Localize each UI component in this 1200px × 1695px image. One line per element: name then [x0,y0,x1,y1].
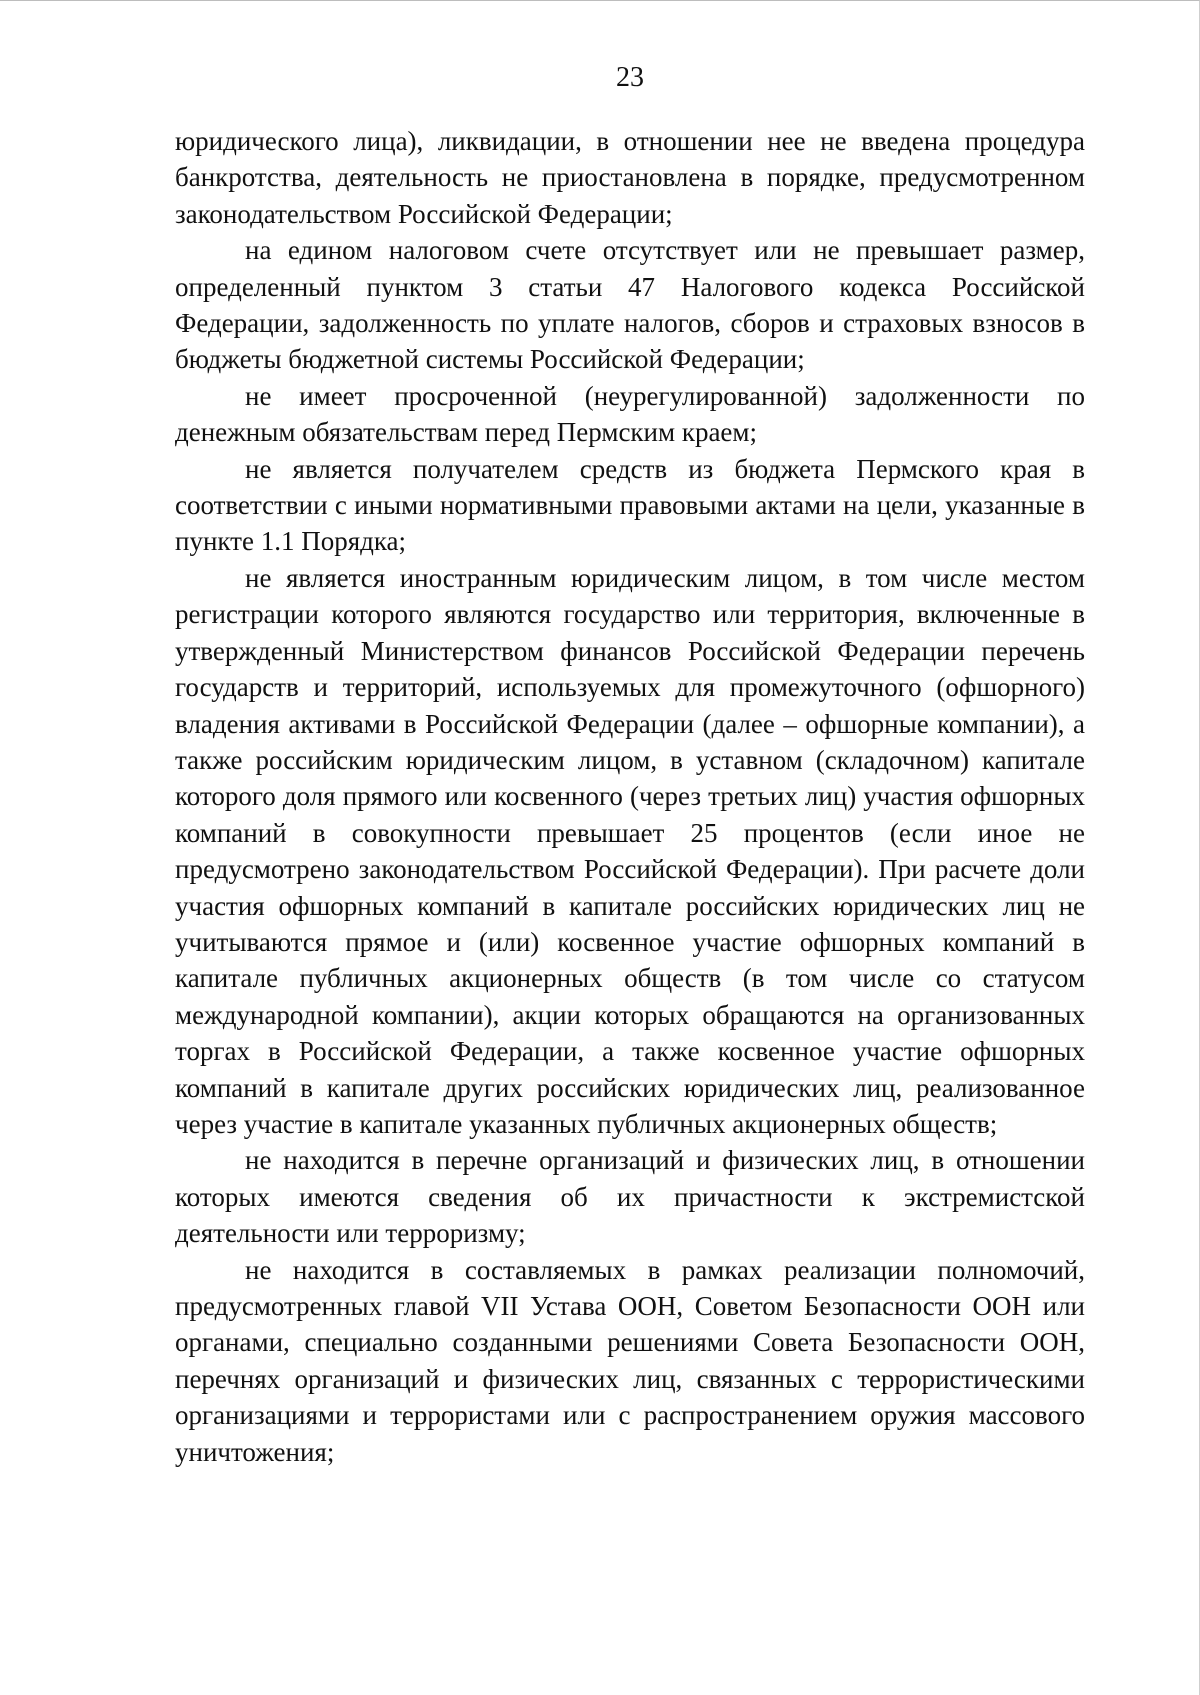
paragraph-not-extremist-list: не находится в перечне организаций и физических лиц, в отношении которых имеются сведения об их причастности к экстремистской деятельности или терроризму; [175,1145,1085,1249]
document-text [175,123,1085,1470]
paragraph-not-recipient: не является получателем средств из бюджета Пермского края в соответствии с иными нормативными правовыми актами на цели, указанные в пункте 1.1 Порядка; [175,453,1085,557]
paragraph-no-overdue-debt: не имеет просроченной (неурегулированной) задолженности по денежным обязательствам перед Пермским краем; [175,380,1085,448]
paragraph-continuation: юридического лица), ликвидации, в отношении нее не введена процедура банкротства, деятельность не приостановлена в порядке, предусмотренном законодательством Российской Федерации; [175,126,1085,229]
paragraph-not-un-list: не находится в составляемых в рамках реализации полномочий, предусмотренных главой VII Устава ООН, Советом Безопасности ООН или органами, специально созданными решениями Совета Безопасности ООН, перечнях организаций и физических лиц, связанных с террористическими организациями и террористами или с распространением оружия массового уничтожения; [175,1254,1085,1467]
paragraph-tax-account: на едином налоговом счете отсутствует или не превышает размер, определенный пунктом 3 статьи 47 Налогового кодекса Российской Федерации, задолженность по уплате налогов, сборов и страховых взносов в бюджеты бюджетной системы Российской Федерации; [175,235,1085,375]
page-number: 23 [616,62,644,93]
paragraph-not-foreign-entity: не является иностранным юридическим лицом, в том числе местом регистрации которого являются государство или территория, включенные в утвержденный Министерством финансов Российской Федерации перечень государств и территорий, используемых для промежуточного (офшорного) владения активами в Российской Федерации (далее – офшорные компании), а также российским юридическим лицом, в уставном (складочном) капитале которого доля прямого или косвенного (через третьих лиц) участия офшорных компаний в совокупности превышает 25 процентов (если иное не предусмотрено законодательством Российской Федерации). При расчете доли участия офшорных компаний в капитале российских юридических лиц не учитываются прямое и (или) косвенное участие офшорных компаний в капитале публичных акционерных обществ (в том числе со статусом международной компании), акции которых обращаются на организованных торгах в Российской Федерации, а также косвенное участие офшорных компаний в капитале других российских юридических лиц, реализованное через участие в капитале указанных публичных акционерных обществ; [175,562,1085,1139]
